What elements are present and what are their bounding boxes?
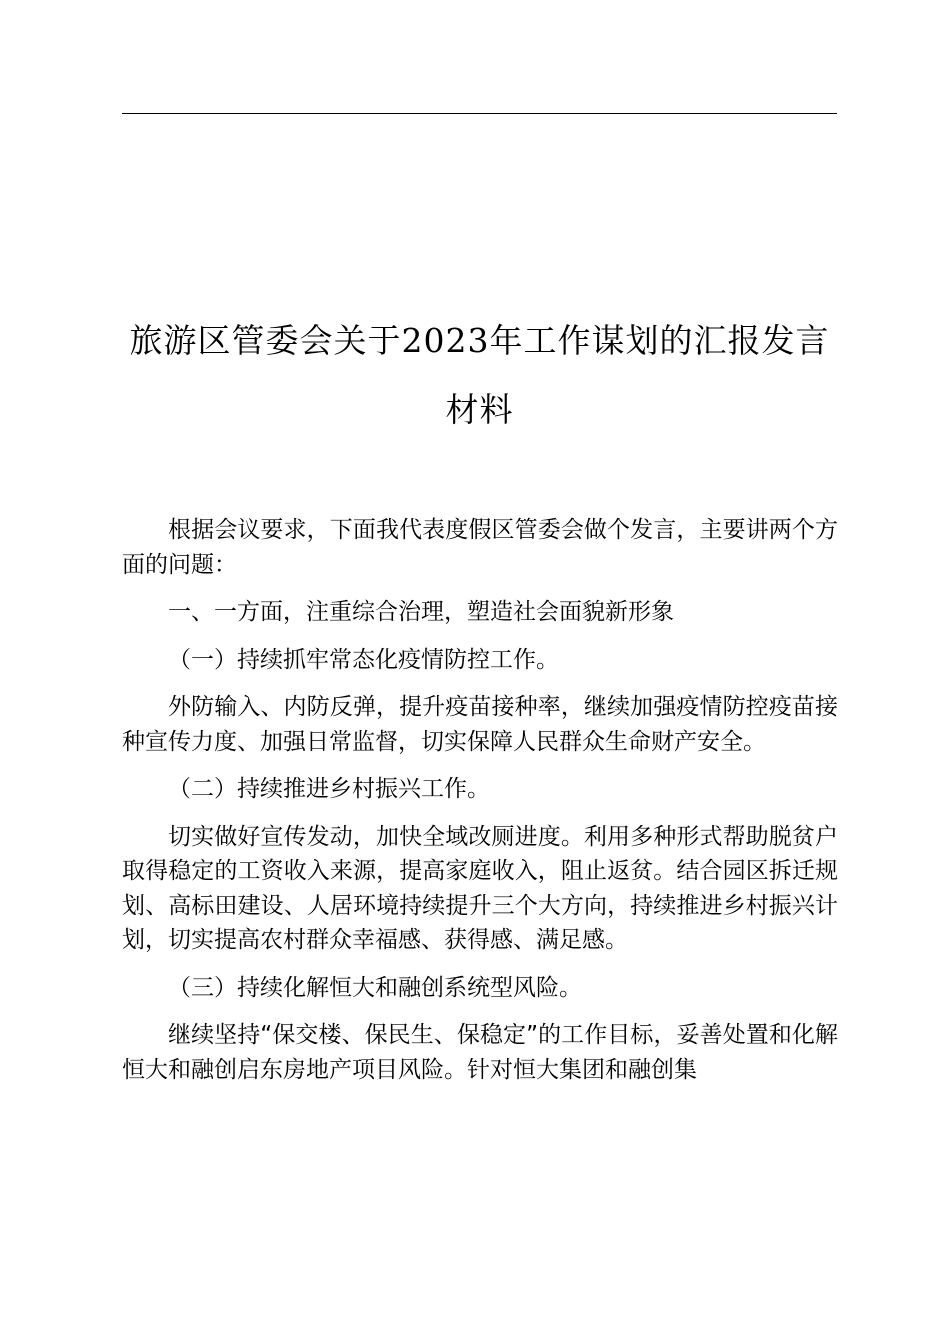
subheading-1: （一）持续抓牢常态化疫情防控工作。	[168, 646, 559, 673]
title-year: 2023	[401, 321, 490, 360]
title-suffix: 年工作谋划的汇报发言材料	[445, 321, 830, 429]
intro-paragraph: 根据会议要求，下面我代表度假区管委会做个发言，主要讲两个方面的问题：	[122, 517, 838, 578]
header-rule	[122, 113, 837, 114]
title-prefix: 旅游区管委会关于	[129, 321, 402, 360]
document-body	[122, 513, 838, 1100]
subheading-3: （三）持续化解恒大和融创系统型风险。	[168, 974, 582, 1001]
subheading-2: （二）持续推进乡村振兴工作。	[168, 776, 490, 802]
body-paragraph: 继续坚持“保交楼、保民生、保稳定”的工作目标，妥善处置和化解恒大和融创启东房地产项目风险。针对恒大集团和融创集	[122, 1022, 838, 1083]
document-title	[122, 306, 837, 444]
body-paragraph: 切实做好宣传发动，加快全域改厕进度。利用多种形式帮助脱贫户取得稳定的工资收入来源，提高家庭收入，阻止返贫。结合园区拆迁规划、高标田建设、人居环境持续提升三个大方向，持续推进乡村振兴计划，切实提高农村群众幸福感、获得感、满足感。	[122, 823, 838, 953]
body-paragraph: 外防输入、内防反弹，提升疫苗接种率，继续加强疫情防控疫苗接种宣传力度、加强日常监督，切实保障人民群众生命财产安全。	[122, 694, 838, 755]
section-heading-1: 一、一方面，注重综合治理，塑造社会面貌新形象	[168, 599, 674, 625]
